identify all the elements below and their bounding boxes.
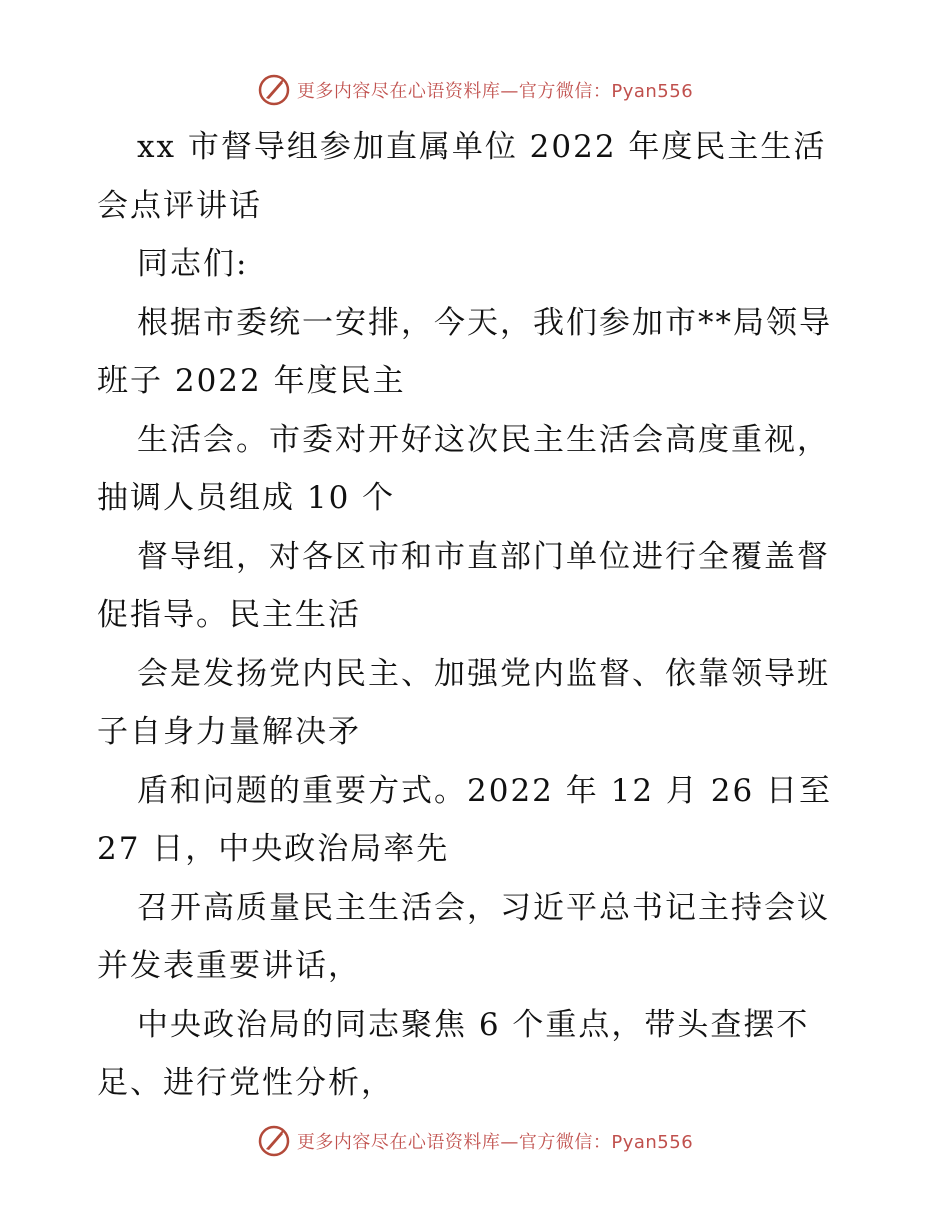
header-banner-text: 更多内容尽在心语资料库—官方微信：Pyan556 xyxy=(296,81,694,102)
salutation: 同志们: xyxy=(137,246,249,282)
paragraph-line: 促指导。民主生活 xyxy=(97,597,361,633)
quill-logo-icon xyxy=(257,73,291,107)
paragraph-line: 子自身力量解决矛 xyxy=(97,714,361,750)
header-banner xyxy=(0,70,950,110)
footer-banner-text: 更多内容尽在心语资料库—官方微信：Pyan556 xyxy=(296,1132,694,1153)
paragraph-line: 会是发扬党内民主、加强党内监督、依靠领导班 xyxy=(137,655,830,692)
paragraph-line: 27 日，中央政治局率先 xyxy=(97,831,450,867)
paragraph-line: 抽调人员组成 10 个 xyxy=(97,480,396,516)
paragraph-line: 盾和问题的重要方式。2022 年 12 月 26 日至 xyxy=(137,772,833,809)
paragraph-line: 中央政治局的同志聚焦 6 个重点，带头查摆不 xyxy=(137,1006,810,1043)
document-body xyxy=(97,118,857,1113)
paragraph-line: 根据市委统一安排，今天，我们参加市**局领导 xyxy=(137,304,832,341)
paragraph-line: 召开高质量民主生活会，习近平总书记主持会议 xyxy=(137,889,830,926)
paragraph-line: 班子 2022 年度民主 xyxy=(97,363,406,399)
title-line-2: 会点评讲话 xyxy=(97,187,262,224)
paragraph-line: 并发表重要讲话， xyxy=(97,948,361,984)
footer-banner xyxy=(0,1121,950,1161)
quill-logo-icon xyxy=(257,1124,291,1158)
paragraph-line: 督导组，对各区市和市直部门单位进行全覆盖督 xyxy=(137,538,830,575)
paragraph-line: 足、进行党性分析， xyxy=(97,1065,394,1101)
paragraph-line: 生活会。市委对开好这次民主生活会高度重视， xyxy=(137,421,830,458)
title-line-1: xx 市督导组参加直属单位 2022 年度民主生活 xyxy=(137,129,827,165)
